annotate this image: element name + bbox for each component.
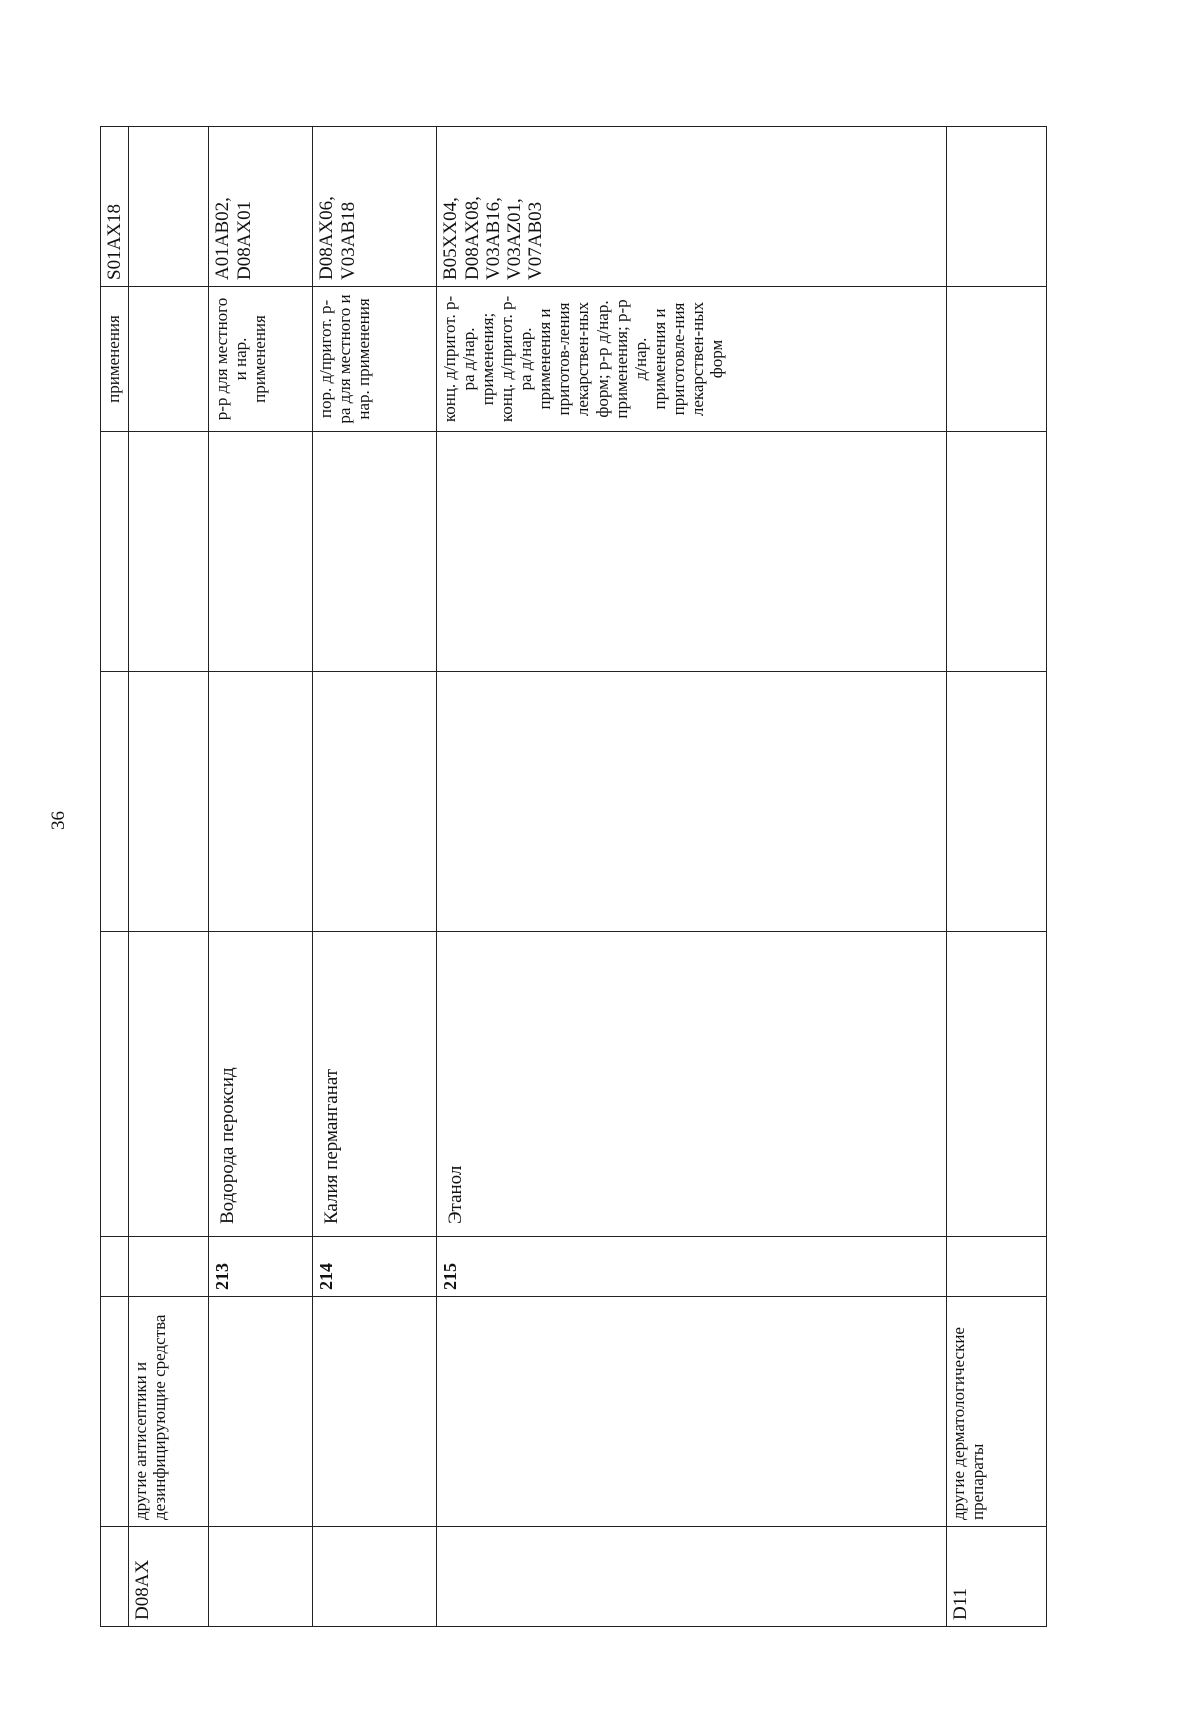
form-cell: применения [101,287,129,432]
empty-cell [947,672,1047,932]
group-cell [437,1297,947,1527]
atc-cell [313,1527,437,1627]
codes-cell: A01AB02, D08AX01 [209,127,313,287]
form-cell [129,287,209,432]
empty-cell [209,432,313,672]
empty-cell [437,432,947,672]
drug-list-table [100,127,1080,1627]
form-cell: пор. д/пригот. р-ра для местного и нар. применения [313,287,437,432]
empty-cell [101,432,129,672]
empty-cell [129,672,209,932]
group-cell [313,1297,437,1527]
name-cell [101,932,129,1237]
name-cell [129,932,209,1237]
table-row [129,127,209,1627]
codes-cell [129,127,209,287]
number-cell [129,1237,209,1297]
number-cell [101,1237,129,1297]
empty-cell [209,672,313,932]
table-row [101,127,129,1627]
number-cell: 215 [437,1237,947,1297]
page-number: 36 [48,811,69,830]
form-cell: р-р для местного и нар. применения [209,287,313,432]
name-cell: Калия перманганат [313,932,437,1237]
codes-cell [947,127,1047,287]
name-cell: Водорода пероксид [209,932,313,1237]
table-row [209,127,313,1627]
number-cell: 214 [313,1237,437,1297]
codes-cell: B05XX04, D08AX08, V03AB16, V03AZ01, V07AB03 [437,127,947,287]
name-cell: Этанол [437,932,947,1237]
form-cell [947,287,1047,432]
empty-cell [313,672,437,932]
table-row [437,127,947,1627]
codes-cell: D08AX06, V03AB18 [313,127,437,287]
atc-cell [101,1527,129,1627]
table-row [313,127,437,1627]
group-cell [209,1297,313,1527]
group-cell [101,1297,129,1527]
atc-cell: D08AX [129,1527,209,1627]
codes-cell: S01AX18 [101,127,129,287]
atc-cell: D11 [947,1527,1047,1627]
number-cell [947,1237,1047,1297]
empty-cell [437,672,947,932]
atc-cell [437,1527,947,1627]
group-cell: другие антисептики и дезинфицирующие средства [129,1297,209,1527]
empty-cell [129,432,209,672]
name-cell [947,932,1047,1237]
table-row [947,127,1047,1627]
atc-cell [209,1527,313,1627]
empty-cell [313,432,437,672]
empty-cell [101,672,129,932]
form-cell: конц. д/пригот. р-ра д/нар. применения; конц. д/пригот. р-ра д/нар. применения и приготов-ления лекарствен-ных форм; р-р д/нар. применения; р-р д/нар. применения и приготовле-ния лекарствен-ных форм [437,287,947,432]
empty-cell [947,432,1047,672]
group-cell: другие дерматологические препараты [947,1297,1047,1527]
number-cell: 213 [209,1237,313,1297]
